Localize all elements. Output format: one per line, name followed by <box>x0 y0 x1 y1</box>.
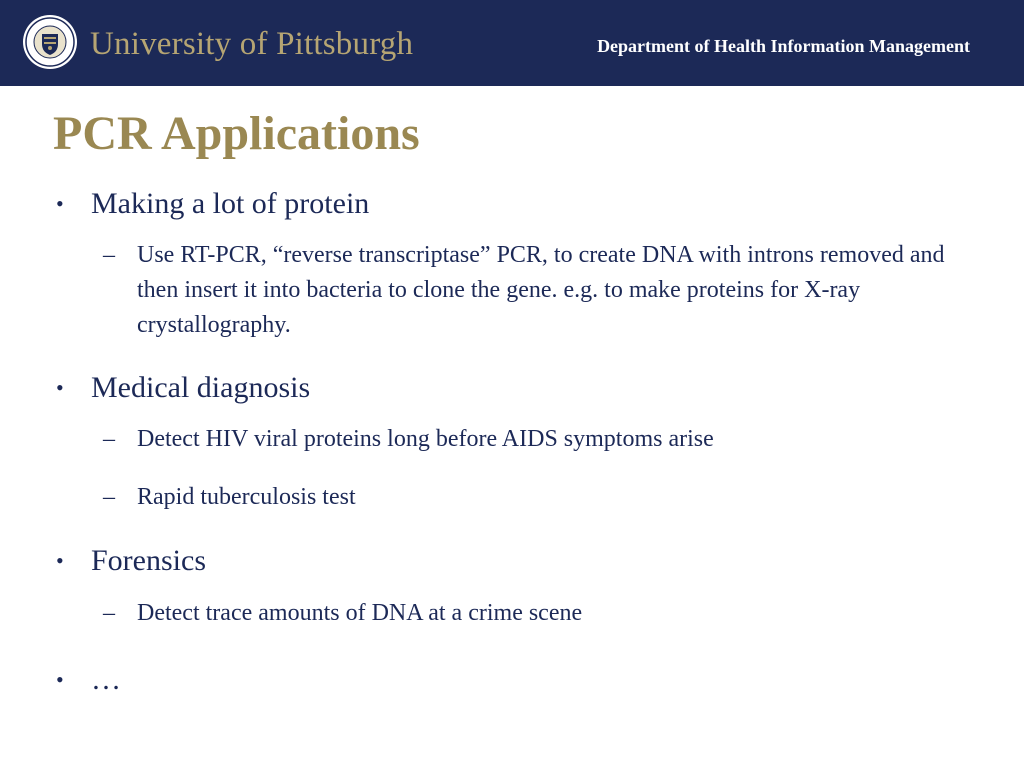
slide-title: PCR Applications <box>53 107 420 160</box>
bullet-text: … <box>91 663 121 696</box>
bullet-marker: • <box>56 548 64 573</box>
sub-bullet-text: Rapid tuberculosis test <box>137 484 356 510</box>
sub-bullet-text: Detect trace amounts of DNA at a crime scene <box>137 600 583 626</box>
header-bar <box>0 0 1024 86</box>
sub-bullet-text: Use RT-PCR, “reverse transcriptase” PCR, to create DNA with introns removed and then insert it into bacteria to clone the gene. e.g. to make proteins for X-ray crystallography. <box>137 242 945 338</box>
university-wordmark: University of Pittsburgh <box>90 26 414 62</box>
sub-bullet-text: Detect HIV viral proteins long before AIDS symptoms arise <box>137 426 714 452</box>
bullet-text: Forensics <box>91 544 206 577</box>
sub-bullet-marker: – <box>103 242 115 268</box>
bullet-text: Making a lot of protein <box>91 187 370 220</box>
sub-bullet-marker: – <box>103 600 115 626</box>
bullet-text: Medical diagnosis <box>91 371 311 404</box>
sub-bullet-marker: – <box>103 484 115 510</box>
sub-bullet-marker: – <box>103 426 115 452</box>
bullet-marker: • <box>56 191 64 216</box>
university-seal-icon <box>22 14 78 70</box>
bullet-marker: • <box>56 375 64 400</box>
department-name: Department of Health Information Management <box>597 36 970 56</box>
bullet-marker: • <box>56 667 64 692</box>
